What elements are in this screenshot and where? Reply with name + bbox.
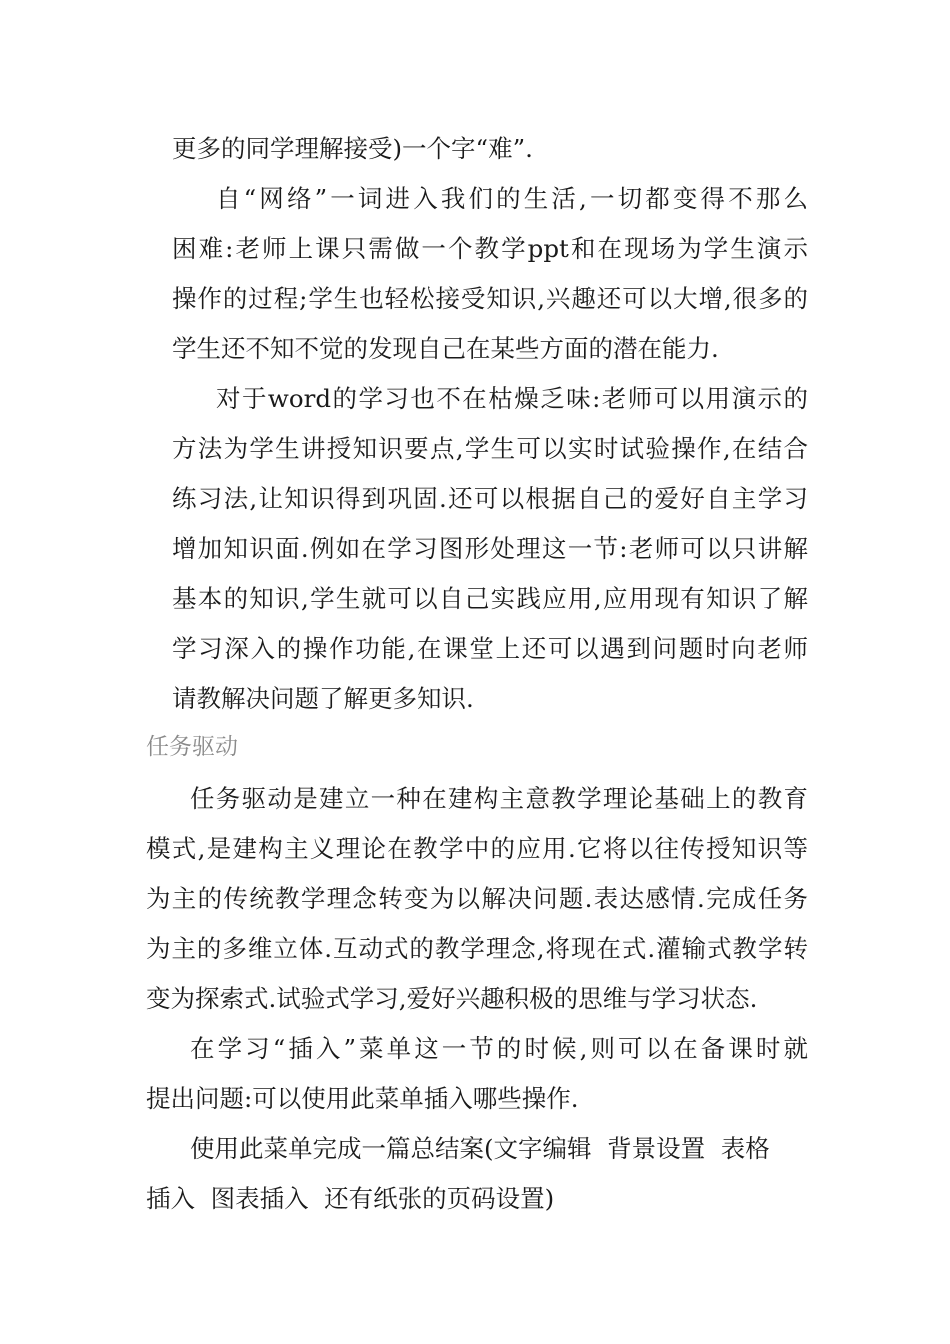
text-line: 困难:老师上课只需做一个教学ppt和在现场为学生演示	[172, 234, 808, 263]
text-line: 提出问题:可以使用此菜单插入哪些操作.	[146, 1084, 579, 1113]
text-line: 请教解决问题了解更多知识.	[172, 684, 474, 713]
text-line: 为主的传统教学理念转变为以解决问题.表达感情.完成任务	[146, 884, 808, 913]
text-line: 学习深入的操作功能,在课堂上还可以遇到问题时向老师	[172, 634, 808, 663]
text-line: 任务驱动是建立一种在建构主意教学理论基础上的教育	[190, 784, 808, 813]
text-line: 插入 图表插入 还有纸张的页码设置)	[146, 1184, 555, 1213]
paragraph-4	[146, 774, 808, 1024]
text-line: 为主的多维立体.互动式的教学理念,将现在式.灌输式教学转	[146, 934, 808, 963]
paragraph-2	[172, 174, 808, 374]
text-line: 方法为学生讲授知识要点,学生可以实时试验操作,在结合	[172, 434, 808, 463]
text-line: 使用此菜单完成一篇总结案(文字编辑 背景设置 表格	[190, 1134, 770, 1163]
text-line: 更多的同学理解接受)一个字“难”.	[172, 134, 533, 163]
text-line: 在学习“插入”菜单这一节的时候,则可以在备课时就	[190, 1034, 808, 1063]
paragraph-1	[172, 124, 808, 174]
text-line: 基本的知识,学生就可以自己实践应用,应用现有知识了解	[172, 584, 808, 613]
paragraph-6	[146, 1124, 808, 1224]
text-line: 对于word的学习也不在枯燥乏味:老师可以用演示的	[216, 384, 808, 413]
text-line: 变为探索式.试验式学习,爱好兴趣积极的思维与学习状态.	[146, 984, 758, 1013]
paragraph-5	[146, 1024, 808, 1124]
text-line: 练习法,让知识得到巩固.还可以根据自己的爱好自主学习	[172, 484, 808, 513]
text-line: 增加知识面.例如在学习图形处理这一节:老师可以只讲解	[172, 534, 808, 563]
text-line: 模式,是建构主义理论在教学中的应用.它将以往传授知识等	[146, 834, 808, 863]
text-line: 学生还不知不觉的发现自己在某些方面的潜在能力.	[172, 334, 719, 363]
section-heading: 任务驱动	[146, 734, 238, 760]
paragraph-3	[172, 374, 808, 724]
text-line: 自“网络”一词进入我们的生活,一切都变得不那么	[216, 184, 808, 213]
text-line: 操作的过程;学生也轻松接受知识,兴趣还可以大增,很多的	[172, 284, 808, 313]
